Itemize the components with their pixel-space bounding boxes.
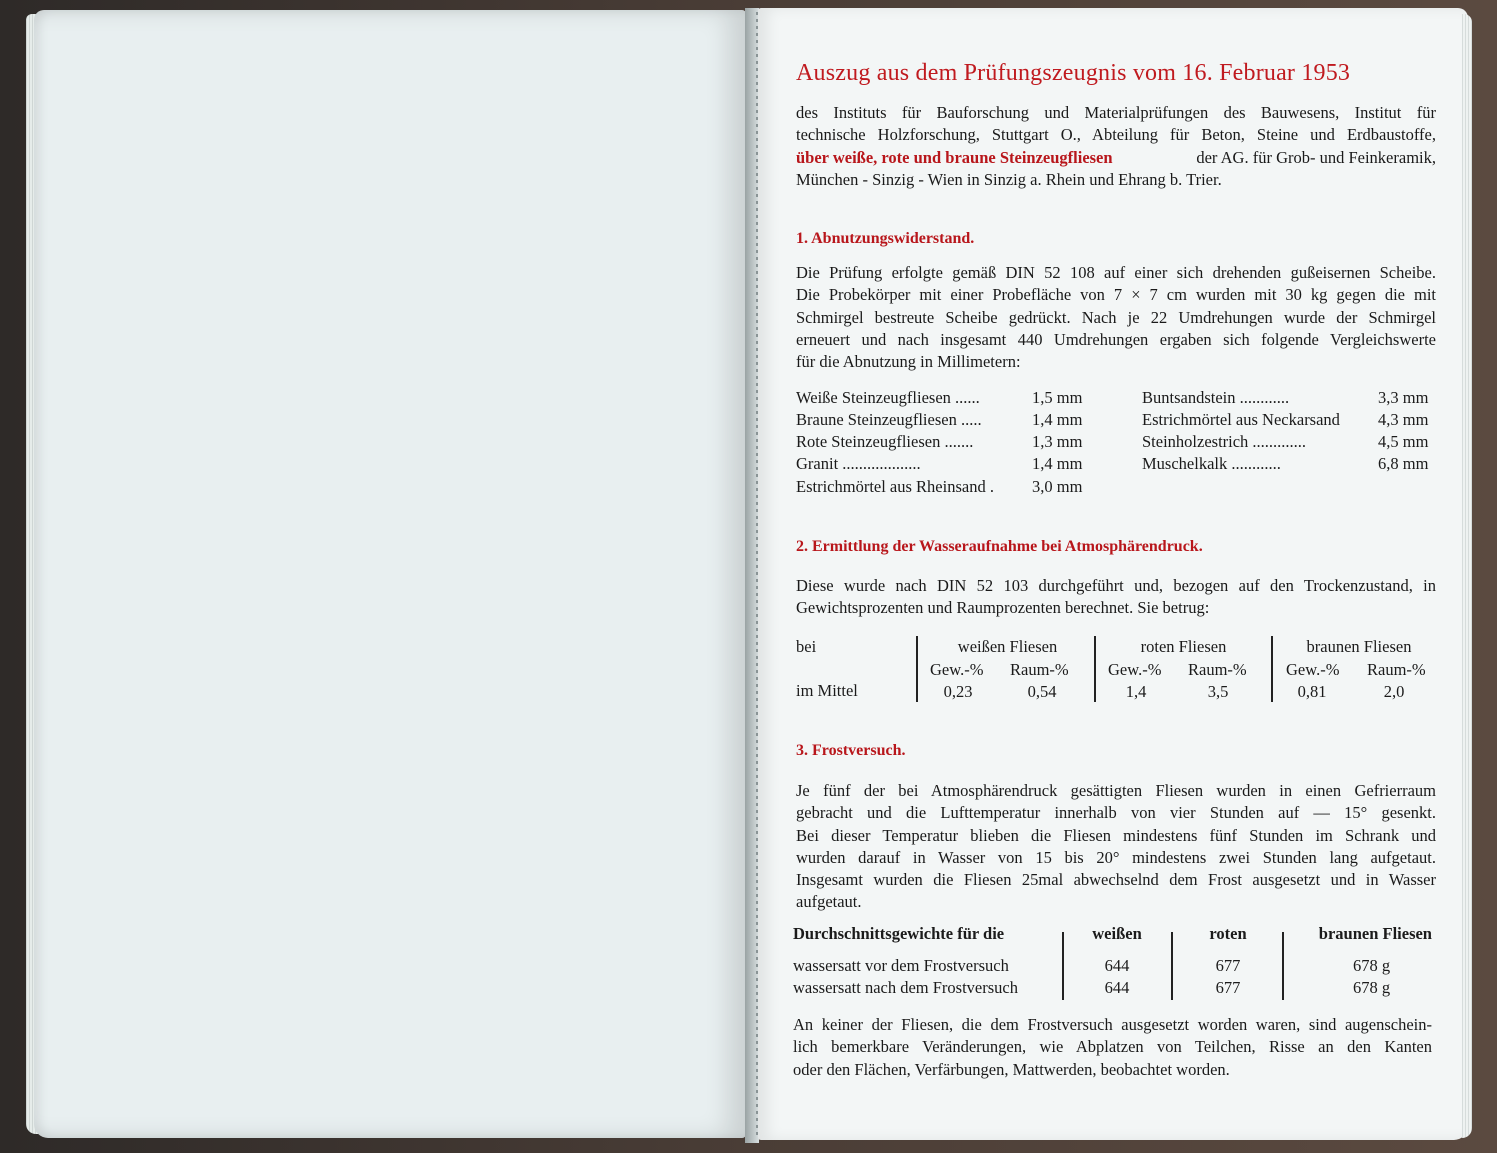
table-cell: 3,5 xyxy=(1207,682,1229,701)
section-3-text xyxy=(796,780,1436,914)
sub-header: Raum-% xyxy=(1010,660,1069,679)
table-divider xyxy=(1271,636,1273,702)
table-cell: 0,54 xyxy=(1027,682,1057,701)
left-page-blank xyxy=(34,10,746,1138)
section-1-heading: 1. Abnutzungswiderstand. xyxy=(796,230,975,247)
section-3-heading: 3. Frostversuch. xyxy=(796,742,906,759)
abrasion-label: Braune Steinzeugfliesen ..... xyxy=(796,410,982,429)
group-header: roten Fliesen xyxy=(1140,637,1227,656)
weights-cell: 678 g xyxy=(1353,978,1391,997)
table-cell: 1,4 xyxy=(1125,682,1147,701)
section-1-line: für die Abnutzung in Millimetern: xyxy=(796,352,1021,372)
table-divider xyxy=(1171,932,1173,1000)
table-cell: 0,81 xyxy=(1297,682,1327,701)
group-header: braunen Fliesen xyxy=(1306,637,1412,656)
abrasion-value: 6,8 mm xyxy=(1378,454,1429,473)
closing-paragraph xyxy=(793,1014,1432,1081)
intro-paragraph xyxy=(796,102,1436,191)
abrasion-value: 1,3 mm xyxy=(1032,432,1083,451)
closing-line: lich bemerkbare Veränderungen, wie Abplatzen von Teilchen, Risse an den Kanten xyxy=(793,1037,1432,1057)
intro-line-3-rest: der AG. für Grob- und Feinkeramik, xyxy=(1196,147,1436,167)
abrasion-value: 4,5 mm xyxy=(1378,432,1429,451)
abrasion-value: 1,4 mm xyxy=(1032,454,1083,473)
abrasion-label: Estrichmörtel aus Rheinsand . xyxy=(796,477,994,496)
weights-cell: 644 xyxy=(1104,978,1130,997)
section-1-text xyxy=(796,262,1436,373)
section-3-line: gebracht und die Lufttemperatur innerhalb von vier Stunden auf — 15° gesenkt. xyxy=(796,803,1436,823)
sub-header: Gew.-% xyxy=(1286,660,1340,679)
table-divider xyxy=(1282,932,1284,1000)
sub-header: Raum-% xyxy=(1367,660,1426,679)
section-3-line: wurden darauf in Wasser von 15 bis 20° mindestens zwei Stunden lang aufgetaut. xyxy=(796,847,1436,867)
row-label-top: bei xyxy=(796,637,817,656)
perforation-line xyxy=(756,12,758,1137)
page-title: Auszug aus dem Prüfungszeugnis vom 16. Februar 1953 xyxy=(796,60,1351,86)
abrasion-value: 1,5 mm xyxy=(1032,388,1083,407)
weights-col-header: roten xyxy=(1209,924,1247,943)
section-1-line: Die Probekörper mit einer Probefläche von 7 × 7 cm wurden mit 30 kg gegen die mit xyxy=(796,285,1436,305)
sub-header: Gew.-% xyxy=(1108,660,1162,679)
abrasion-label: Buntsandstein ............ xyxy=(1142,388,1290,407)
table-divider xyxy=(1094,636,1096,702)
intro-line-1: des Instituts für Bauforschung und Materialprüfungen des Bauwesens, Institut für xyxy=(796,103,1436,122)
section-2-line: Diese wurde nach DIN 52 103 durchgeführt und, bezogen auf den Trockenzustand, in xyxy=(796,576,1436,595)
weights-col-header: braunen Fliesen xyxy=(1318,924,1432,943)
section-1-line: Schmirgel bestreute Scheibe gedrückt. Nach je 22 Umdrehungen wurde der Schmirgel xyxy=(796,307,1436,327)
abrasion-label: Granit ................... xyxy=(796,454,921,473)
intro-line-3 xyxy=(796,147,1436,169)
abrasion-value: 1,4 mm xyxy=(1032,410,1083,429)
intro-line-4: München - Sinzig - Wien in Sinzig a. Rhein und Ehrang b. Trier. xyxy=(796,169,1222,189)
weights-cell: 678 g xyxy=(1353,956,1391,975)
weights-row-label: wassersatt nach dem Frostversuch xyxy=(793,978,1018,997)
abrasion-value: 3,3 mm xyxy=(1378,388,1429,407)
abrasion-label: Weiße Steinzeugfliesen ...... xyxy=(796,388,980,407)
section-3-line: Insgesamt wurden die Fliesen 25mal abwechselnd dem Frost ausgesetzt und in Wasser xyxy=(796,870,1436,890)
section-3-line: aufgetaut. xyxy=(796,892,862,912)
section-3-line: Bei dieser Temperatur blieben die Fliesen mindestens fünf Stunden im Schrank und xyxy=(796,825,1436,845)
table-cell: 0,23 xyxy=(943,682,973,701)
right-page-edges xyxy=(1462,14,1472,1138)
section-1-line: erneuert und nach insgesamt 440 Umdrehungen ergaben sich folgende Vergleichswerte xyxy=(796,329,1436,349)
table-divider xyxy=(916,636,918,702)
weights-header-label: Durchschnittsgewichte für die xyxy=(793,924,1005,943)
sub-header: Raum-% xyxy=(1188,660,1247,679)
section-2-line: Gewichtsprozenten und Raumprozenten berechnet. Sie betrug: xyxy=(796,598,1210,618)
table-divider xyxy=(1062,932,1064,1000)
table-cell: 2,0 xyxy=(1383,682,1405,701)
weights-cell: 677 xyxy=(1215,956,1241,975)
closing-line: An keiner der Fliesen, die dem Frostversuch ausgesetzt worden waren, sind augenschein- xyxy=(793,1015,1432,1034)
sub-header: Gew.-% xyxy=(930,660,984,679)
section-3-line: Je fünf der bei Atmosphärendruck gesättigten Fliesen wurden in einen Gefrierraum xyxy=(796,781,1436,800)
abrasion-value: 4,3 mm xyxy=(1378,410,1429,429)
abrasion-label: Muschelkalk ............ xyxy=(1142,454,1281,473)
abrasion-label: Rote Steinzeugfliesen ....... xyxy=(796,432,974,451)
abrasion-label: Steinholzestrich ............. xyxy=(1142,432,1307,451)
closing-line: oder den Flächen, Verfärbungen, Mattwerden, beobachtet worden. xyxy=(793,1059,1230,1079)
weights-col-header: weißen xyxy=(1092,924,1142,943)
weights-row-label: wassersatt vor dem Frostversuch xyxy=(793,956,1009,975)
intro-line-2: technische Holzforschung, Stuttgart O., Abteilung für Beton, Steine und Erdbaustoffe, xyxy=(796,125,1436,145)
weights-cell: 677 xyxy=(1215,978,1241,997)
section-2-text xyxy=(796,575,1436,620)
group-header: weißen Fliesen xyxy=(957,637,1058,656)
abrasion-label: Estrichmörtel aus Neckarsand xyxy=(1142,410,1340,429)
intro-highlight: über weiße, rote und braune Steinzeugfliesen xyxy=(796,147,1113,167)
weights-cell: 644 xyxy=(1104,956,1130,975)
abrasion-value: 3,0 mm xyxy=(1032,477,1083,496)
row-label: im Mittel xyxy=(796,681,858,700)
section-1-line: Die Prüfung erfolgte gemäß DIN 52 108 auf einer sich drehenden gußeisernen Scheibe. xyxy=(796,263,1436,282)
section-2-heading: 2. Ermittlung der Wasseraufnahme bei Atmosphärendruck. xyxy=(796,538,1203,555)
